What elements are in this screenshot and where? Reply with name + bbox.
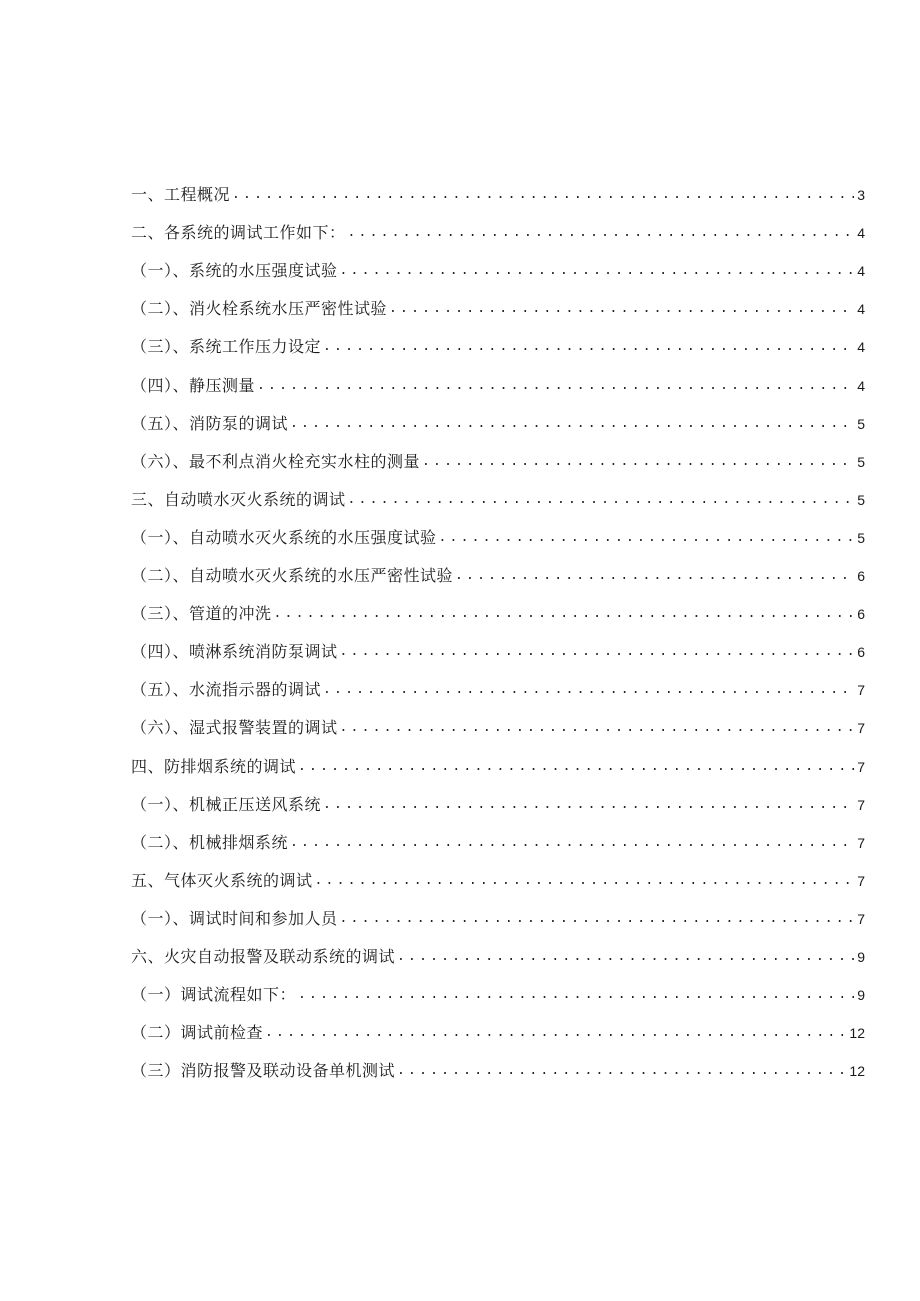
toc-page-number: 12 [849,1063,865,1080]
table-of-contents [131,168,865,1082]
toc-entry[interactable] [131,816,865,854]
toc-entry[interactable] [131,282,865,320]
toc-entry-title: （一）、系统的水压强度试验 [131,261,338,281]
toc-entry[interactable] [131,854,865,892]
toc-entry[interactable] [131,663,865,701]
toc-dot-leader [340,260,855,282]
toc-entry[interactable] [131,549,865,587]
toc-dot-leader [290,413,854,435]
toc-page-number: 6 [857,644,865,661]
toc-page-number: 4 [857,225,865,242]
toc-page-number: 4 [857,301,865,318]
toc-dot-leader [397,946,854,968]
toc-dot-leader [389,298,854,320]
toc-dot-leader [298,984,854,1006]
toc-entry-title: （三）消防报警及联动设备单机测试 [131,1061,396,1081]
toc-entry-title: （一）、调试时间和参加人员 [131,908,338,928]
toc-entry[interactable] [131,511,865,549]
toc-dot-leader [298,756,854,778]
toc-page-number: 7 [857,910,865,927]
toc-entry-title: 五、气体灭火系统的调试 [131,870,313,890]
toc-entry[interactable] [131,1044,865,1082]
toc-entry[interactable] [131,244,865,282]
toc-entry-title: （一）、自动喷水灭火系统的水压强度试验 [131,527,437,547]
toc-dot-leader [323,679,854,701]
toc-dot-leader [340,908,855,930]
toc-entry[interactable] [131,892,865,930]
toc-entry-title: （四）、喷淋系统消防泵调试 [131,642,338,662]
toc-entry[interactable] [131,397,865,435]
toc-entry-title: （二）、消火栓系统水压严密性试验 [131,299,388,319]
toc-entry-title: 六、火灾自动报警及联动系统的调试 [131,946,396,966]
toc-dot-leader [422,451,854,473]
toc-page-number: 7 [857,758,865,775]
toc-entry-title: （六）、最不利点消火栓充实水柱的测量 [131,451,421,471]
toc-page-number: 3 [857,187,865,204]
toc-page-number: 4 [857,377,865,394]
toc-page-number: 12 [849,1025,865,1042]
toc-dot-leader [232,184,854,206]
toc-entry-title: （一）调试流程如下： [131,985,297,1005]
toc-dot-leader [274,603,855,625]
toc-page-number: 9 [857,987,865,1004]
toc-page-number: 7 [857,834,865,851]
toc-dot-leader [340,717,855,739]
toc-entry-title: （一）、机械正压送风系统 [131,794,322,814]
toc-entry-title: （二）、机械排烟系统 [131,832,289,852]
toc-page-number: 7 [857,796,865,813]
toc-page-number: 7 [857,872,865,889]
toc-entry-title: 二、各系统的调试工作如下： [131,223,346,243]
toc-dot-leader [265,1022,846,1044]
toc-entry-title: 四、防排烟系统的调试 [131,756,297,776]
toc-page-number: 6 [857,606,865,623]
toc-page-number: 4 [857,339,865,356]
toc-dot-leader [315,870,855,892]
toc-entry[interactable] [131,701,865,739]
toc-dot-leader [290,832,854,854]
toc-entry-title: （五）、消防泵的调试 [131,413,289,433]
toc-page-number: 6 [857,568,865,585]
toc-page-number: 5 [857,529,865,546]
toc-dot-leader [348,489,855,511]
toc-entry[interactable] [131,358,865,396]
toc-entry[interactable] [131,968,865,1006]
toc-entry-title: 三、自动喷水灭火系统的调试 [131,489,346,509]
toc-entry[interactable] [131,587,865,625]
toc-dot-leader [257,375,854,397]
toc-entry[interactable] [131,739,865,777]
toc-entry-title: （三）、管道的冲洗 [131,604,272,624]
toc-entry-title: （四）、静压测量 [131,375,256,395]
toc-entry[interactable] [131,625,865,663]
toc-entry[interactable] [131,1006,865,1044]
toc-dot-leader [323,336,854,358]
toc-page-number: 7 [857,682,865,699]
toc-dot-leader [455,565,854,587]
toc-page-number: 5 [857,453,865,470]
toc-entry[interactable] [131,206,865,244]
toc-dot-leader [340,641,855,663]
toc-dot-leader [348,222,855,244]
toc-entry-title: （二）、自动喷水灭火系统的水压严密性试验 [131,566,454,586]
toc-entry[interactable] [131,473,865,511]
toc-page-number: 7 [857,720,865,737]
toc-entry-title: （三）、系统工作压力设定 [131,337,322,357]
toc-entry-title: （五）、水流指示器的调试 [131,680,322,700]
toc-entry[interactable] [131,778,865,816]
toc-page-number: 4 [857,263,865,280]
toc-entry-title: （二）调试前检查 [131,1023,264,1043]
toc-entry-title: 一、工程概况 [131,185,231,205]
toc-dot-leader [323,794,854,816]
toc-entry[interactable] [131,320,865,358]
toc-entry[interactable] [131,930,865,968]
toc-entry-title: （六）、湿式报警装置的调试 [131,718,338,738]
toc-page-number: 9 [857,948,865,965]
toc-dot-leader [439,527,855,549]
toc-entry[interactable] [131,168,865,206]
toc-dot-leader [397,1060,846,1082]
toc-page-number: 5 [857,415,865,432]
toc-page-number: 5 [857,491,865,508]
toc-entry[interactable] [131,435,865,473]
